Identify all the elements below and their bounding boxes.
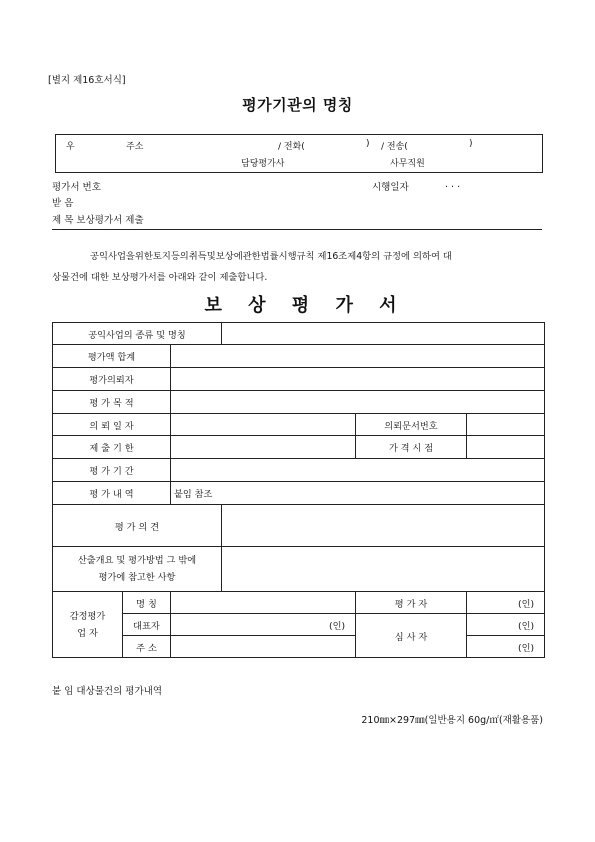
requester-value	[171, 368, 545, 391]
method-label-line-2: 평가에 참고한 사항	[98, 572, 176, 583]
appraiser-company-line-1: 감정평가	[69, 610, 106, 622]
method-value	[222, 547, 545, 592]
company-address-value	[171, 636, 356, 658]
appraiser-company-label	[53, 592, 123, 658]
attachment-note: 붙 임 대상물건의 평가내역	[52, 686, 163, 697]
address-box	[55, 134, 543, 173]
price-date-label: 가 격 시 점	[356, 436, 467, 459]
request-doc-number-label: 의뢰문서번호	[356, 414, 467, 436]
period-value	[171, 459, 545, 482]
company-name-value	[171, 592, 356, 614]
evaluator-seal: (인)	[467, 592, 545, 614]
evaluation-table	[52, 322, 545, 658]
details-label: 평 가 내 역	[53, 482, 171, 505]
representative-label: 대표자	[123, 614, 171, 636]
phone-label: / 전화(	[278, 142, 305, 152]
appraiser-label: 담당평가사	[241, 159, 285, 169]
representative-seal: (인)	[171, 614, 356, 636]
opinion-value	[222, 505, 545, 547]
header-divider	[52, 229, 542, 230]
period-label: 평 가 기 간	[53, 459, 171, 482]
staff-label: 사무직원	[390, 159, 425, 169]
reviewer-label: 심 사 자	[356, 614, 467, 658]
details-value: 붙임 참조	[171, 482, 545, 505]
total-amount-label: 평가액 합계	[53, 345, 171, 368]
company-address-label: 주 소	[123, 636, 171, 658]
fax-label: / 전송(	[381, 142, 408, 152]
appraiser-company-line-2: 업 자	[77, 627, 98, 639]
phone-close: )	[366, 139, 370, 149]
project-type-value	[222, 323, 545, 345]
company-name-label: 명 칭	[123, 592, 171, 614]
organization-name: 평가기관의 명칭	[242, 96, 353, 114]
requester-label: 평가의뢰자	[53, 368, 171, 391]
project-type-label: 공익사업의 종류 및 명칭	[53, 323, 222, 345]
date-dots: . . .	[445, 179, 461, 190]
document-title: 보 상 평 가 서	[204, 295, 407, 316]
intro-line-1: 공익사업을위한토지등의취득및보상에관한법률시행규칙 제16조제4항의 규정에 의하여 대	[90, 251, 452, 262]
total-amount-value	[171, 345, 545, 368]
method-label-line-1: 산출개요 및 평가방법 그 밖에	[77, 555, 197, 566]
intro-paragraph	[52, 246, 544, 288]
method-label	[53, 547, 222, 592]
recipient-label: 받 음	[52, 198, 74, 209]
date-label: 시행일자	[372, 182, 409, 193]
reviewer-seal-1: (인)	[467, 614, 545, 636]
fax-close: )	[469, 139, 473, 149]
evaluator-label: 평 가 자	[356, 592, 467, 614]
subject-label: 제 목 보상평가서 제출	[52, 215, 144, 226]
form-number-label: [별지 제16호서식]	[48, 75, 126, 86]
submit-deadline-label: 제 출 기 한	[53, 436, 171, 459]
document-number-label: 평가서 번호	[52, 182, 101, 193]
intro-line-2: 상물건에 대한 보상평가서를 아래와 같이 제출합니다.	[52, 272, 268, 283]
opinion-label: 평 가 의 견	[53, 505, 222, 547]
request-date-value	[171, 414, 356, 436]
purpose-value	[171, 391, 545, 414]
submit-deadline-value	[171, 436, 356, 459]
request-date-label: 의 뢰 일 자	[53, 414, 171, 436]
request-doc-number-value	[467, 414, 545, 436]
paper-spec: 210㎜×297㎜(일반용지 60g/㎡(재활용품)	[361, 715, 543, 726]
purpose-label: 평 가 목 적	[53, 391, 171, 414]
price-date-value	[467, 436, 545, 459]
address-label: 주소	[126, 142, 144, 152]
postcode-label: 우	[66, 142, 75, 152]
reviewer-seal-2: (인)	[467, 636, 545, 658]
